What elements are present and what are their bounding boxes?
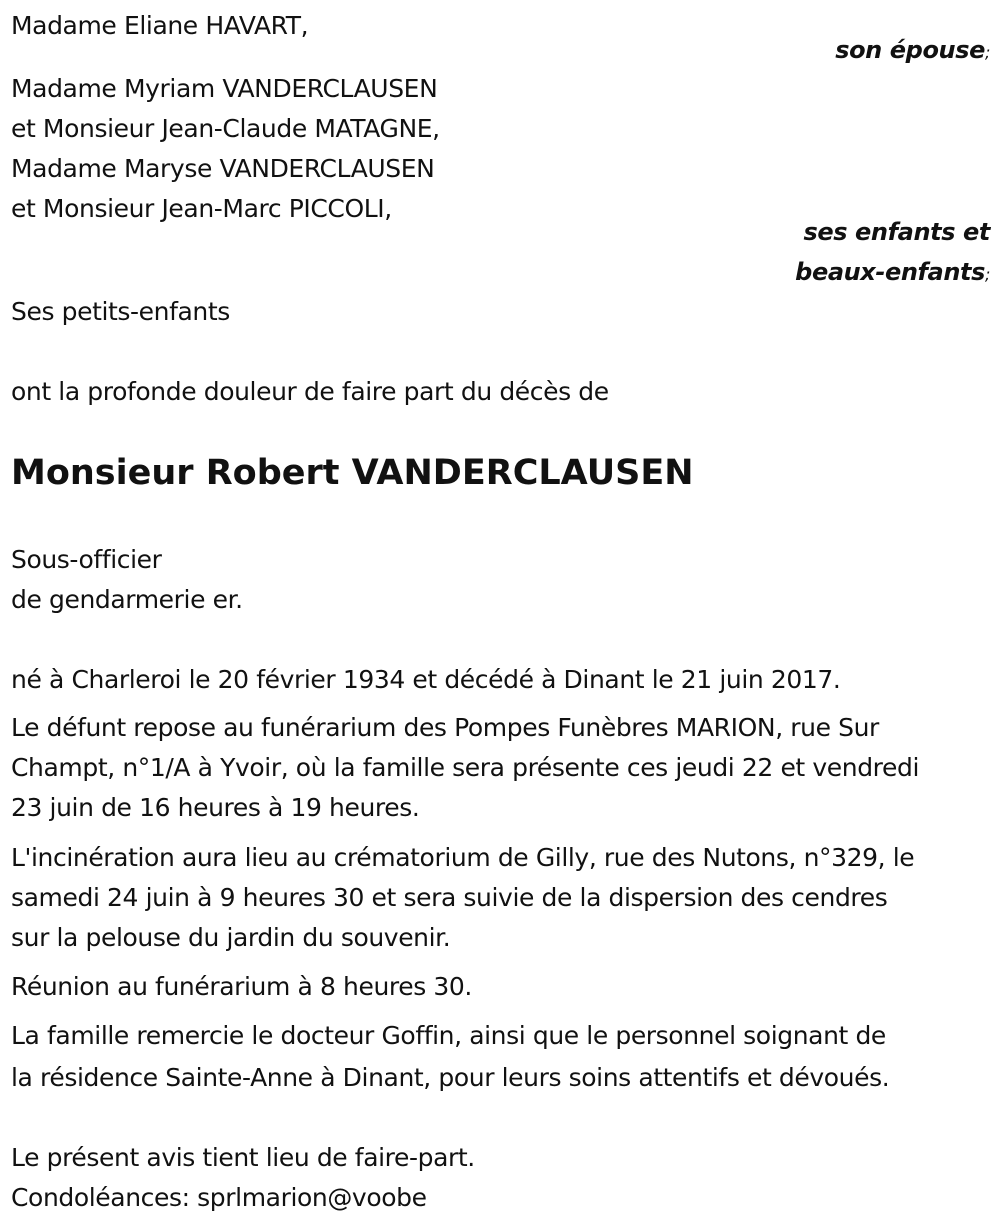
birth-death-line: né à Charleroi le 20 février 1934 et décédé à Dinant le 21 juin 2017. <box>11 665 841 694</box>
deceased-title-2: de gendarmerie er. <box>11 585 243 614</box>
grandchildren-line: Ses petits-enfants <box>11 297 230 326</box>
repose-line-3: 23 juin de 16 heures à 19 heures. <box>11 793 420 822</box>
incineration-line-1: L'incinération aura lieu au crématorium de Gilly, rue des Nutons, n°329, le <box>11 843 915 872</box>
children-role-1: ses enfants et <box>803 218 990 246</box>
spouse-role-text: son épouse <box>835 36 985 64</box>
repose-line-1: Le défunt repose au funérarium des Pompes Funèbres MARION, rue Sur <box>11 713 879 742</box>
spouse-line: Madame Eliane HAVART, <box>11 11 309 40</box>
children-role-2 <box>795 252 990 295</box>
children-role-semicolon: ; <box>985 265 990 284</box>
child-line-3: Madame Maryse VANDERCLAUSEN <box>11 154 435 183</box>
incineration-line-3: sur la pelouse du jardin du souvenir. <box>11 923 451 952</box>
announcement-line: ont la profonde douleur de faire part du décès de <box>11 377 609 406</box>
condolences-line: Condoléances: sprlmarion@voobe <box>11 1183 427 1212</box>
child-line-1: Madame Myriam VANDERCLAUSEN <box>11 74 438 103</box>
spouse-role <box>835 30 990 73</box>
deceased-title-1: Sous-officier <box>11 545 162 574</box>
notice-line: Le présent avis tient lieu de faire-part. <box>11 1143 475 1172</box>
repose-line-2: Champt, n°1/A à Yvoir, où la famille sera présente ces jeudi 22 et vendredi <box>11 753 919 782</box>
child-line-2: et Monsieur Jean-Claude MATAGNE, <box>11 114 440 143</box>
thanks-line-2: la résidence Sainte-Anne à Dinant, pour leurs soins attentifs et dévoués. <box>11 1063 890 1092</box>
children-role-2-text: beaux-enfants <box>795 258 985 286</box>
deceased-name: Monsieur Robert VANDERCLAUSEN <box>11 453 694 493</box>
child-line-4: et Monsieur Jean-Marc PICCOLI, <box>11 194 392 223</box>
spouse-role-semicolon: ; <box>985 43 990 62</box>
reunion-line: Réunion au funérarium à 8 heures 30. <box>11 972 472 1001</box>
thanks-line-1: La famille remercie le docteur Goffin, ainsi que le personnel soignant de <box>11 1021 886 1050</box>
incineration-line-2: samedi 24 juin à 9 heures 30 et sera suivie de la dispersion des cendres <box>11 883 888 912</box>
